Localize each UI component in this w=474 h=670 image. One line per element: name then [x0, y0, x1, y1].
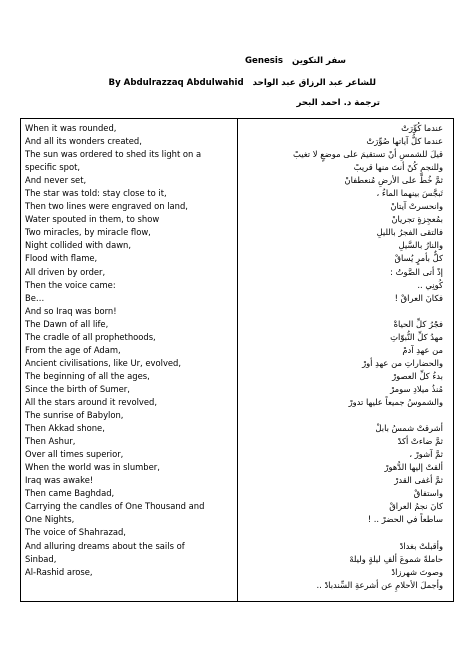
arabic-line: والشموسُ جميعاً عليها تدورْ — [348, 396, 443, 407]
arabic-line: كلٌّ بأمرٍ يُساقْ — [394, 253, 443, 264]
poem-table — [20, 118, 454, 602]
arabic-line: عندما كلُّ آياتها صُوِّرَتْ — [366, 136, 443, 147]
english-line: Then Ashur, — [25, 436, 76, 447]
english-line: The Dawn of all life, — [25, 318, 109, 329]
title-line — [245, 56, 346, 66]
english-line: Night collided with dawn, — [25, 240, 132, 251]
arabic-line: مُنذُ ميلادِ سومرْ — [390, 383, 443, 394]
arabic-line: فجْرُ كلِّ الحياةْ — [393, 318, 443, 329]
english-line: Iraq was awake! — [25, 475, 94, 486]
title-english: Genesis — [244, 56, 283, 66]
english-line: Then came Baghdad, — [25, 488, 115, 499]
english-line: Al-Rashid arose, — [25, 566, 93, 577]
arabic-line: فكانَ العراقْ ! — [394, 292, 443, 303]
english-line: And alluring dreams about the sails of — [25, 540, 185, 551]
english-line: Over all times superior, — [25, 449, 124, 460]
author-line — [109, 78, 376, 88]
arabic-line: والنارُ بالسَّيلِ — [398, 240, 443, 251]
arabic-line: من عهدِ آدمْ — [402, 344, 443, 355]
arabic-line: ثمَّ ضاءتْ أكدْ — [397, 436, 443, 447]
english-column — [25, 122, 233, 579]
english-line: When it was rounded, — [25, 123, 117, 133]
arabic-line: وأجملَ الأحلامِ عن أشرعةِ السِّندبادْ .. — [316, 579, 443, 590]
arabic-line: كُونِي .. — [417, 279, 443, 290]
english-line: And all its wonders created, — [25, 136, 142, 147]
english-line: Water spouted in them, to show — [25, 214, 160, 225]
arabic-line: بمُعجِزةٍ تجريانْ — [391, 214, 443, 225]
english-line: Two miracles, by miracle flow, — [25, 227, 151, 238]
english-line: The sun was ordered to shed its light on a — [25, 149, 202, 160]
arabic-line: قيلَ للشمسِ أنْ تستقيمَ على موضعٍ لا تغيبْ — [293, 149, 443, 160]
author-english: By Abdulrazzaq Abdulwahid — [108, 78, 244, 88]
english-line: Then the voice came: — [25, 279, 116, 290]
arabic-line: عندما كُوِّرَتْ — [401, 123, 443, 133]
english-line: The star was told: stay close to it, — [25, 188, 167, 199]
arabic-line: حاملةً شموعَ ألفِ ليلةٍ وليلهْ — [349, 553, 443, 564]
column-divider — [237, 119, 238, 601]
english-line: The beginning of all the ages, — [25, 370, 150, 381]
arabic-line: بدءُ كلِّ العصورْ — [392, 370, 443, 381]
english-line: specific spot, — [25, 162, 81, 173]
arabic-line: فالتقى الفجرُ بالليلِ — [376, 227, 443, 238]
author-arabic: للشاعر عبد الرزاق عبد الواحد — [252, 78, 376, 88]
english-line: Then Akkad shone, — [25, 423, 105, 434]
arabic-line: ثمَّ خُطَّ على الأرضِ مُنعطفانْ — [344, 175, 443, 186]
english-line: All driven by order, — [25, 266, 106, 277]
translator-line: ترجمة د. احمد البحر — [296, 98, 380, 108]
arabic-line: والحضاراتِ من عهدِ أورْ — [362, 357, 443, 368]
english-line: Since the birth of Sumer, — [25, 383, 130, 394]
arabic-line: وأقبلتْ بغدادْ — [399, 540, 443, 551]
english-line: The voice of Shahrazad, — [25, 527, 126, 538]
english-line: The sunrise of Babylon, — [25, 410, 124, 421]
english-line: Flood with flame, — [25, 253, 98, 264]
english-line: Be… — [25, 292, 45, 303]
arabic-line: تَبجَّسَ بينهما الماءُ ، — [376, 188, 443, 199]
arabic-line: كانَ نجمُ العراقْ — [389, 501, 443, 512]
arabic-line: وللنجمِ كُنْ أنتَ منها قريبْ — [353, 162, 443, 173]
english-line: From the age of Adam, — [25, 344, 121, 355]
arabic-line: ثمَّ أغفى القدرْ — [394, 475, 443, 486]
english-line: The cradle of all prophethoods, — [25, 331, 156, 342]
arabic-column — [243, 122, 443, 592]
arabic-line: مهدُ كلِّ النُّبوّاتِ — [390, 331, 443, 342]
arabic-line: ألقتْ إليها الدُّهورْ — [384, 462, 443, 473]
arabic-line: إذْ أتى الصَّوتُ : — [390, 266, 443, 277]
arabic-line: واستفاقْ — [413, 488, 443, 499]
stanza-gap — [243, 526, 443, 539]
stanza-gap — [243, 409, 443, 422]
arabic-line: أشرقتْ شمسُ بابلْ — [375, 423, 443, 434]
arabic-line: ثمَّ آشورْ ، — [409, 449, 443, 460]
arabic-line: وصوتَ شهرزادْ — [391, 566, 443, 577]
english-line: One Nights, — [25, 514, 75, 525]
english-line: And so Iraq was born! — [25, 305, 117, 316]
stanza-gap — [243, 305, 443, 318]
english-line: When the world was in slumber, — [25, 462, 160, 473]
arabic-line: وانحسرتْ آيتانْ — [390, 201, 443, 212]
english-line: Carrying the candles of One Thousand and — [25, 501, 205, 512]
english-line: Sinbad, — [25, 553, 57, 564]
title-arabic: سفر التكوين — [291, 56, 346, 66]
english-line: All the stars around it revolved, — [25, 396, 157, 407]
english-line: Ancient civilisations, like Ur, evolved, — [25, 357, 182, 368]
arabic-line: ساطعاً في الحضرْ .. ! — [367, 514, 443, 525]
english-line: And never set, — [25, 175, 87, 186]
english-line: Then two lines were engraved on land, — [25, 201, 188, 212]
